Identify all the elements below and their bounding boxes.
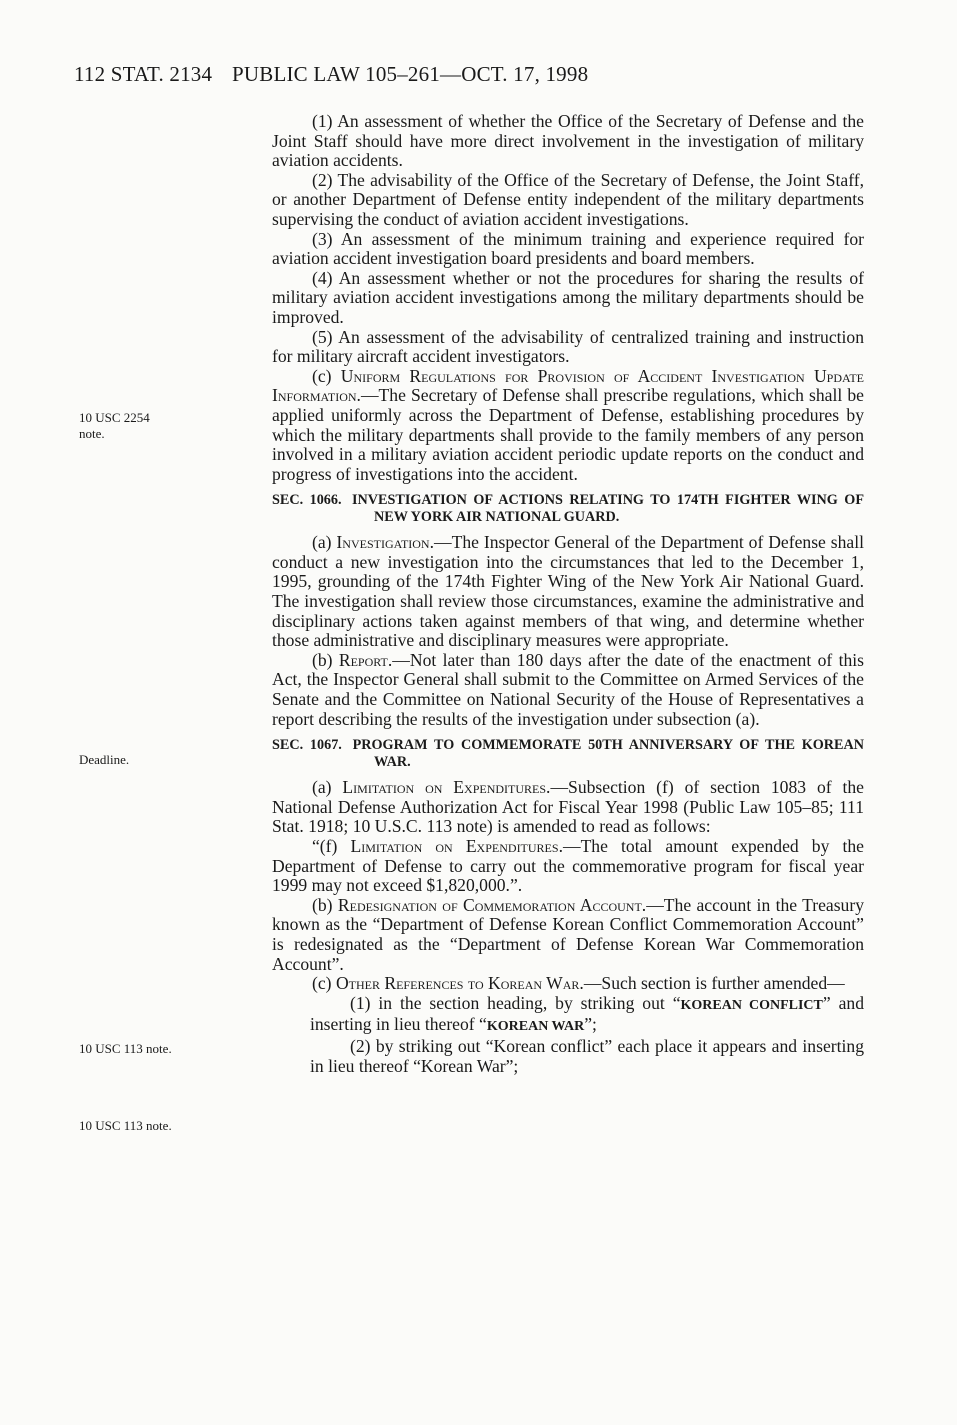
paragraph-text: ”; (584, 1014, 597, 1035)
subsection-heading: Limitation on Expenditures. (342, 777, 551, 798)
subsection-heading: Redesignation of Commemoration Account. (337, 894, 647, 915)
sec1067-c-paragraph-1 (272, 994, 864, 1037)
public-law-title: PUBLIC LAW 105–261—OCT. 17, 1998 (232, 62, 589, 86)
margin-note-deadline: Deadline. (79, 752, 130, 767)
section-1066-heading (272, 492, 864, 526)
section-title: PROGRAM TO COMMEMORATE 50TH ANNIVERSARY OF THE KOREAN WAR. (352, 737, 864, 771)
item-5: (5) An assessment of the advisability of centralized training and instruction for military aircraft accident investigators. (272, 326, 864, 367)
inserted-heading-text: KOREAN WAR (486, 1019, 585, 1035)
sec1067-subsection-a (272, 778, 864, 837)
margin-note-usc-2254 (79, 410, 150, 442)
subsection-heading: Uniform Regulations for Provision of Accident Investigation Update Information. (272, 365, 864, 406)
paragraph-text: (1) in the section heading, by striking out “ (350, 992, 681, 1013)
item-1: (1) An assessment of whether the Office of the Secretary of Defense and the Joint Staff should have more direct involvement in the investigation of military aviation accidents. (272, 111, 864, 171)
subsection-text: —Such section is further amended— (583, 973, 845, 994)
document-body (272, 112, 864, 1076)
subsection-heading: Other References to Korean War. (335, 973, 584, 994)
sec1066-subsection-b (272, 651, 864, 729)
subsection-heading: Report. (338, 649, 393, 670)
subsection-c-uniform-regulations (272, 367, 864, 485)
section-number: SEC. 1067. (272, 737, 342, 754)
section-1067-heading (272, 737, 864, 771)
margin-note-line: note. (79, 426, 105, 441)
section-number: SEC. 1066. (272, 492, 342, 509)
subsection-heading: Limitation on Expenditures. (350, 836, 563, 856)
subsection-text: —The Secretary of Defense shall prescribe regulations, which shall be applied uniformly across the Department of Defense, establishing procedures by which the military departments shall provide to the family members of any person involved in a military aviation accident periodic update reports on the conduct and progress of investigations into the accident. (272, 385, 864, 484)
subsection-label: “(f) (312, 836, 351, 856)
item-2: (2) The advisability of the Office of the Secretary of Defense, the Joint Staff, or another Department of Defense entity independent of the military departments supervising the conduct of aviation accident investigations. (272, 169, 864, 229)
subsection-text: —Not later than 180 days after the date of the enactment of this Act, the Inspector General shall submit to the Committee on Armed Services of the Senate and the Committee on National Security of the House of Representatives a report describing the results of the investigation under subsection (a). (272, 649, 864, 729)
statute-citation: 112 STAT. 2134 (74, 62, 213, 86)
sec1067-subsection-b (272, 896, 864, 974)
subsection-label: (b) (312, 649, 339, 670)
subsection-text: —Subsection (f) of section 1083 of the National Defense Authorization Act for Fiscal Year 1998 (Public Law 105–85; 111 Stat. 1918; 10 U.S.C. 113 note) is amended to read as follows: (272, 777, 864, 837)
struck-heading-text: KOREAN CONFLICT (680, 997, 823, 1013)
subsection-label: (c) (312, 365, 341, 386)
margin-note-usc-113-c: 10 USC 113 note. (79, 1118, 172, 1133)
subsection-label: (c) (312, 973, 336, 994)
section-title: INVESTIGATION OF ACTIONS RELATING TO 174TH FIGHTER WING OF NEW YORK AIR NATIONAL GUARD. (352, 492, 864, 526)
subsection-heading: Investigation. (336, 532, 435, 553)
sec1066-subsection-a (272, 533, 864, 651)
sec1067-c-paragraph-2: (2) by striking out “Korean conflict” each place it appears and inserting in lieu thereof “Korean War”; (310, 1035, 864, 1076)
subsection-text: —The total amount expended by the Department of Defense to carry out the commemorative program for fiscal year 1999 may not exceed $1,820,000.”. (272, 836, 864, 896)
subsection-label: (a) (312, 777, 343, 798)
subsection-text: —The Inspector General of the Department of Defense shall conduct a new investigation into the circumstances that led to the December 1, 1995, grounding of the 174th Fighter Wing of the New York Air National Guard. The investigation shall review those circumstances, examine the administrative and disciplinary actions taken against members of that wing, and determine whether those administrative and disciplinary measures were appropriate. (272, 532, 864, 651)
paragraph-text: ” and inserting in lieu thereof “ (310, 992, 864, 1035)
margin-note-usc-113-b: 10 USC 113 note. (79, 1041, 172, 1056)
margin-note-line: 10 USC 2254 (79, 410, 150, 425)
subsection-label: (b) (312, 894, 338, 915)
item-4: (4) An assessment whether or not the procedures for sharing the results of military aviation accident investigations among the military departments should be improved. (272, 267, 864, 327)
item-3: (3) An assessment of the minimum training and experience required for aviation accident investigation board presidents and board members. (272, 228, 864, 269)
subsection-text: —The account in the Treasury known as the “Department of Defense Korean Conflict Commemoration Account” is redesignated as the “Department of Defense Korean War Commemoration Account”. (272, 894, 865, 974)
sec1067-quoted-subsection-f (272, 837, 864, 896)
subsection-label: (a) (312, 532, 337, 553)
sec1067-subsection-c (272, 974, 864, 994)
